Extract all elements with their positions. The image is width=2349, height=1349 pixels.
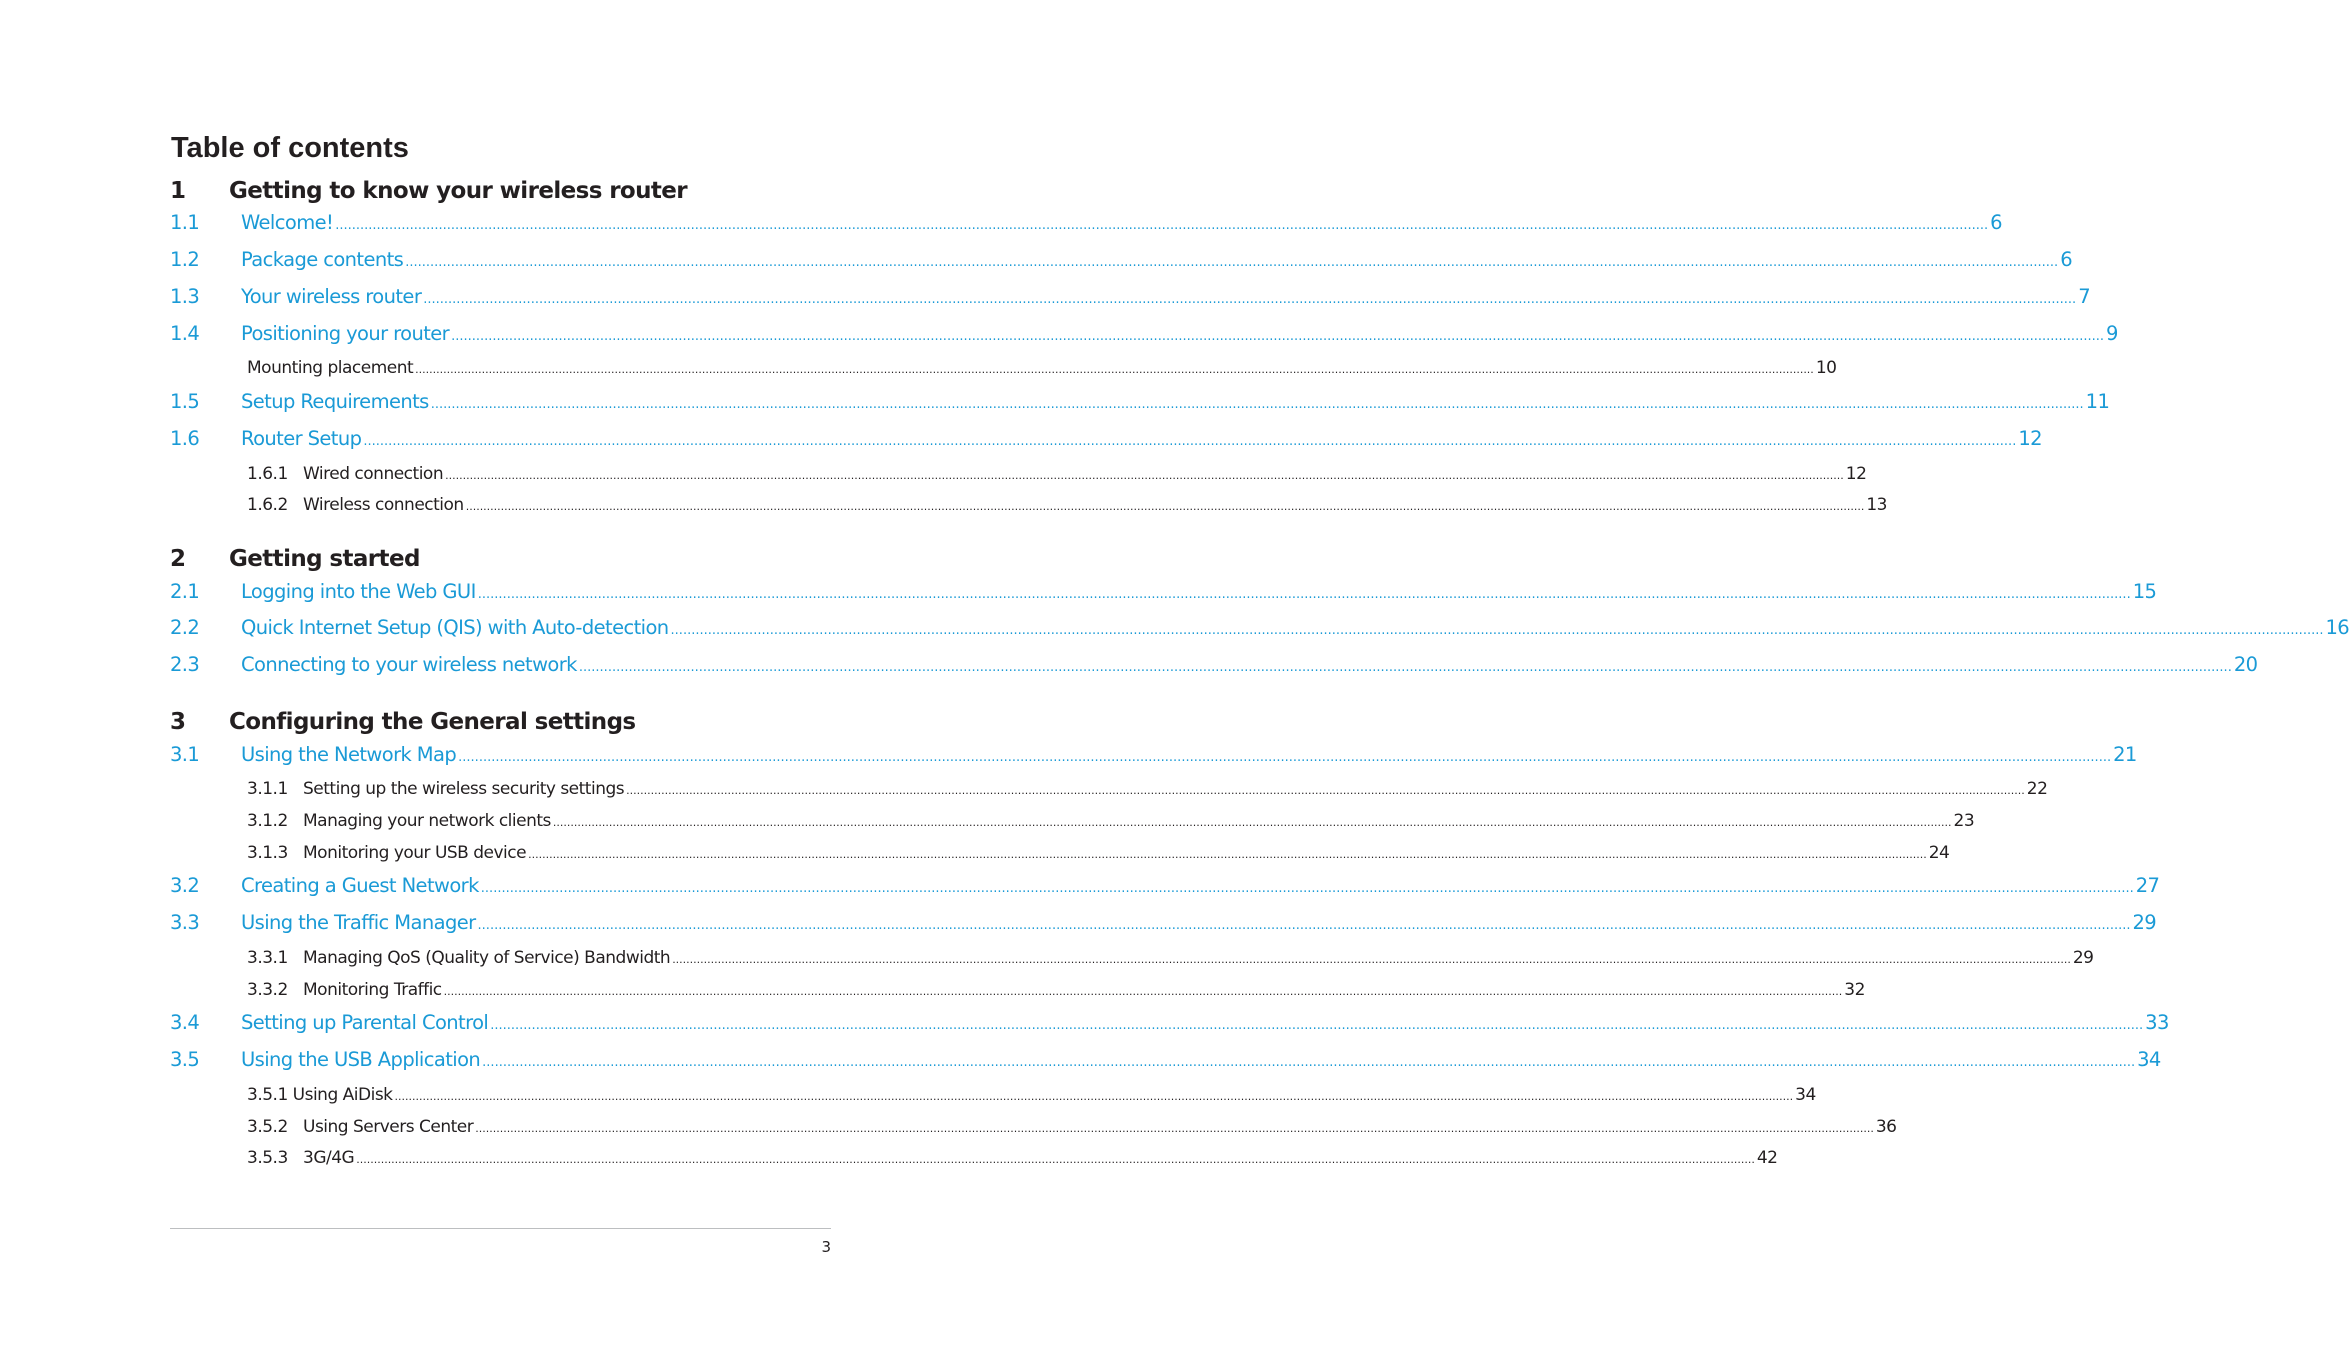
toc-entry-label: 3.5.1 Using AiDisk xyxy=(247,1085,393,1105)
toc-entry-number: 3.1.2 xyxy=(247,811,288,831)
toc-page-number: 20 xyxy=(2233,653,2258,676)
toc-page-number: 7 xyxy=(2078,285,2090,308)
dot-leader: ................................................................................................................................................................................................................................................................................................................................................................................................................ xyxy=(394,1090,1794,1103)
dot-leader: ................................................................................................................................................................................................................................................................................................................................................................................................................ xyxy=(475,1122,1874,1135)
toc-entry-label: Managing your network clients xyxy=(303,811,551,831)
toc-entry-number: 3.1.1 xyxy=(247,779,288,799)
dot-leader: ................................................................................................................................................................................................................................................................................................................................................................................................................ xyxy=(443,985,1843,998)
toc-chapter xyxy=(170,709,760,735)
toc-page-number: 24 xyxy=(1928,843,1950,863)
toc-entry-number: 1.6.1 xyxy=(247,464,288,484)
toc-entry-label: Getting started xyxy=(229,546,420,572)
toc-subsection[interactable] xyxy=(247,811,1975,831)
toc-page-number: 13 xyxy=(1866,495,1887,515)
toc-entry-number: 1 xyxy=(170,178,186,204)
toc-page-number: 6 xyxy=(2060,248,2072,271)
toc-entry-number: 3 xyxy=(170,709,186,735)
toc-entry-label: Monitoring your USB device xyxy=(303,843,527,863)
toc-entry-label: Using the USB Application xyxy=(241,1048,481,1071)
toc-page-number: 12 xyxy=(1845,464,1867,484)
toc-subsection[interactable] xyxy=(247,358,1837,378)
toc-page-number: 22 xyxy=(2026,779,2048,799)
toc-entry-label: 3G/4G xyxy=(303,1148,355,1168)
toc-page-number: 12 xyxy=(2018,427,2042,450)
toc-entry-number: 1.4 xyxy=(170,322,200,345)
toc-entry-label: Setting up the wireless security settings xyxy=(303,779,625,799)
toc-subsection[interactable] xyxy=(247,779,2048,799)
toc-page-number: 33 xyxy=(2145,1011,2169,1034)
toc-page-number: 16 xyxy=(2325,616,2349,639)
toc-entry-number: 1.5 xyxy=(170,390,200,413)
toc-entry-label: Logging into the Web GUI xyxy=(241,580,476,603)
toc-entry-label: Quick Internet Setup (QIS) with Auto-detection xyxy=(241,616,669,639)
dot-leader: ................................................................................................................................................................................................................................................................................................................................................................................................................ xyxy=(415,363,1814,376)
dot-leader: ................................................................................................................................................................................................................................................................................................................................................................................................................ xyxy=(430,397,2084,412)
dot-leader: ................................................................................................................................................................................................................................................................................................................................................................................................................ xyxy=(490,1018,2144,1033)
toc-subsection[interactable] xyxy=(247,1148,1778,1168)
toc-page-number: 9 xyxy=(2106,322,2118,345)
dot-leader: ................................................................................................................................................................................................................................................................................................................................................................................................................ xyxy=(405,255,2059,270)
toc-section-link[interactable] xyxy=(170,427,2042,450)
toc-subsection[interactable] xyxy=(247,1117,1897,1137)
toc-chapter xyxy=(170,178,760,204)
toc-page-number: 21 xyxy=(2113,743,2137,766)
toc-entry-number: 2.3 xyxy=(170,653,200,676)
toc-section-link[interactable] xyxy=(170,1048,2161,1071)
toc-entry-number: 3.3.2 xyxy=(247,980,288,1000)
toc-chapter xyxy=(170,546,760,572)
toc-page-number: 29 xyxy=(2132,911,2157,934)
toc-entry-number: 1.6 xyxy=(170,427,200,450)
toc-section-link[interactable] xyxy=(170,616,2349,639)
toc-section-link[interactable] xyxy=(170,911,2157,934)
dot-leader: ................................................................................................................................................................................................................................................................................................................................................................................................................ xyxy=(626,784,2025,797)
toc-section-link[interactable] xyxy=(170,322,2118,345)
toc-page-number: 27 xyxy=(2135,874,2160,897)
dot-leader: ................................................................................................................................................................................................................................................................................................................................................................................................................ xyxy=(363,434,2017,449)
toc-entry-label: Monitoring Traffic xyxy=(303,980,442,1000)
toc-entry-label: Router Setup xyxy=(241,427,362,450)
toc-entry-label: Using the Network Map xyxy=(241,743,457,766)
toc-section-link[interactable] xyxy=(170,1011,2169,1034)
dot-leader: ................................................................................................................................................................................................................................................................................................................................................................................................................ xyxy=(458,750,2112,765)
toc-entry-label: Using the Traffic Manager xyxy=(241,911,476,934)
toc-subsection[interactable] xyxy=(247,948,2094,968)
dot-leader: ................................................................................................................................................................................................................................................................................................................................................................................................................ xyxy=(672,953,2071,966)
toc-entry-number: 2.1 xyxy=(170,580,200,603)
toc-page-number: 23 xyxy=(1953,811,1975,831)
toc-page-number: 42 xyxy=(1756,1148,1778,1168)
footer-divider xyxy=(170,1228,831,1229)
toc-subsection[interactable] xyxy=(247,464,1867,484)
toc-entry-number: 3.3 xyxy=(170,911,200,934)
dot-leader: ................................................................................................................................................................................................................................................................................................................................................................................................................ xyxy=(451,329,2104,344)
dot-leader: ................................................................................................................................................................................................................................................................................................................................................................................................................ xyxy=(552,816,1952,829)
toc-entry-label: Using Servers Center xyxy=(303,1117,474,1137)
toc-subsection[interactable] xyxy=(247,843,1950,863)
toc-entry-number: 3.1 xyxy=(170,743,200,766)
toc-page-number: 15 xyxy=(2132,580,2157,603)
dot-leader: ................................................................................................................................................................................................................................................................................................................................................................................................................ xyxy=(477,587,2131,602)
dot-leader: ................................................................................................................................................................................................................................................................................................................................................................................................................ xyxy=(670,623,2324,638)
toc-entry-label: Connecting to your wireless network xyxy=(241,653,577,676)
toc-page-number: 34 xyxy=(1795,1085,1816,1105)
toc-page-number: 36 xyxy=(1875,1117,1897,1137)
page-number: 3 xyxy=(821,1238,831,1256)
toc-entry-label: Managing QoS (Quality of Service) Bandwidth xyxy=(303,948,671,968)
toc-section-link[interactable] xyxy=(170,211,2002,234)
dot-leader: ................................................................................................................................................................................................................................................................................................................................................................................................................ xyxy=(465,500,1865,513)
toc-entry-label: Package contents xyxy=(241,248,404,271)
toc-page-number: 34 xyxy=(2137,1048,2161,1071)
toc-entry-number: 2.2 xyxy=(170,616,200,639)
toc-entry-number: 3.2 xyxy=(170,874,200,897)
toc-page-number: 29 xyxy=(2072,948,2094,968)
toc-entry-label: Configuring the General settings xyxy=(229,709,636,735)
toc-entry-label: Wired connection xyxy=(303,464,444,484)
toc-section-link[interactable] xyxy=(170,743,2137,766)
toc-entry-label: Creating a Guest Network xyxy=(241,874,479,897)
dot-leader: ................................................................................................................................................................................................................................................................................................................................................................................................................ xyxy=(480,881,2134,896)
toc-section-link[interactable] xyxy=(170,248,2072,271)
dot-leader: ................................................................................................................................................................................................................................................................................................................................................................................................................ xyxy=(528,848,1927,861)
dot-leader: ................................................................................................................................................................................................................................................................................................................................................................................................................ xyxy=(578,660,2232,675)
toc-entry-label: Setting up Parental Control xyxy=(241,1011,489,1034)
dot-leader: ................................................................................................................................................................................................................................................................................................................................................................................................................ xyxy=(482,1055,2136,1070)
dot-leader: ................................................................................................................................................................................................................................................................................................................................................................................................................ xyxy=(356,1153,1755,1166)
toc-entry-number: 1.2 xyxy=(170,248,200,271)
toc-entry-label: Your wireless router xyxy=(241,285,422,308)
toc-entry-label: Wireless connection xyxy=(303,495,464,515)
toc-subsection[interactable] xyxy=(247,495,1887,515)
dot-leader: ................................................................................................................................................................................................................................................................................................................................................................................................................ xyxy=(477,918,2131,933)
toc-entry-number: 1.1 xyxy=(170,211,200,234)
toc-entry-number: 3.4 xyxy=(170,1011,200,1034)
toc-entry-number: 1.6.2 xyxy=(247,495,288,515)
toc-entry-number: 1.3 xyxy=(170,285,200,308)
page-title: Table of contents xyxy=(171,132,409,164)
toc-page-number: 32 xyxy=(1844,980,1865,1000)
toc-subsection[interactable] xyxy=(247,980,1865,1000)
toc-entry-number: 2 xyxy=(170,546,186,572)
toc-section-link[interactable] xyxy=(170,653,2258,676)
toc-entry-number: 3.3.1 xyxy=(247,948,288,968)
toc-entry-label: Mounting placement xyxy=(247,358,414,378)
toc-entry-label: Getting to know your wireless router xyxy=(229,178,688,204)
dot-leader: ................................................................................................................................................................................................................................................................................................................................................................................................................ xyxy=(423,292,2077,307)
toc-page-number: 10 xyxy=(1815,358,1837,378)
toc-entry-label: Setup Requirements xyxy=(241,390,429,413)
toc-section-link[interactable] xyxy=(170,390,2110,413)
toc-entry-label: Positioning your router xyxy=(241,322,450,345)
toc-entry-label: Welcome! xyxy=(241,211,334,234)
toc-entry-number: 3.5.2 xyxy=(247,1117,288,1137)
toc-entry-number: 3.5 xyxy=(170,1048,200,1071)
toc-entry-number: 3.1.3 xyxy=(247,843,288,863)
toc-section-link[interactable] xyxy=(170,874,2160,897)
toc-entry-number: 3.5.3 xyxy=(247,1148,288,1168)
toc-page-number: 11 xyxy=(2085,390,2110,413)
dot-leader: ................................................................................................................................................................................................................................................................................................................................................................................................................ xyxy=(445,469,1844,482)
toc-page-number: 6 xyxy=(1990,211,2002,234)
toc-section-link[interactable] xyxy=(170,285,2090,308)
toc-subsection[interactable] xyxy=(247,1085,1816,1105)
toc-section-link[interactable] xyxy=(170,580,2157,603)
dot-leader: ................................................................................................................................................................................................................................................................................................................................................................................................................ xyxy=(335,218,1989,233)
